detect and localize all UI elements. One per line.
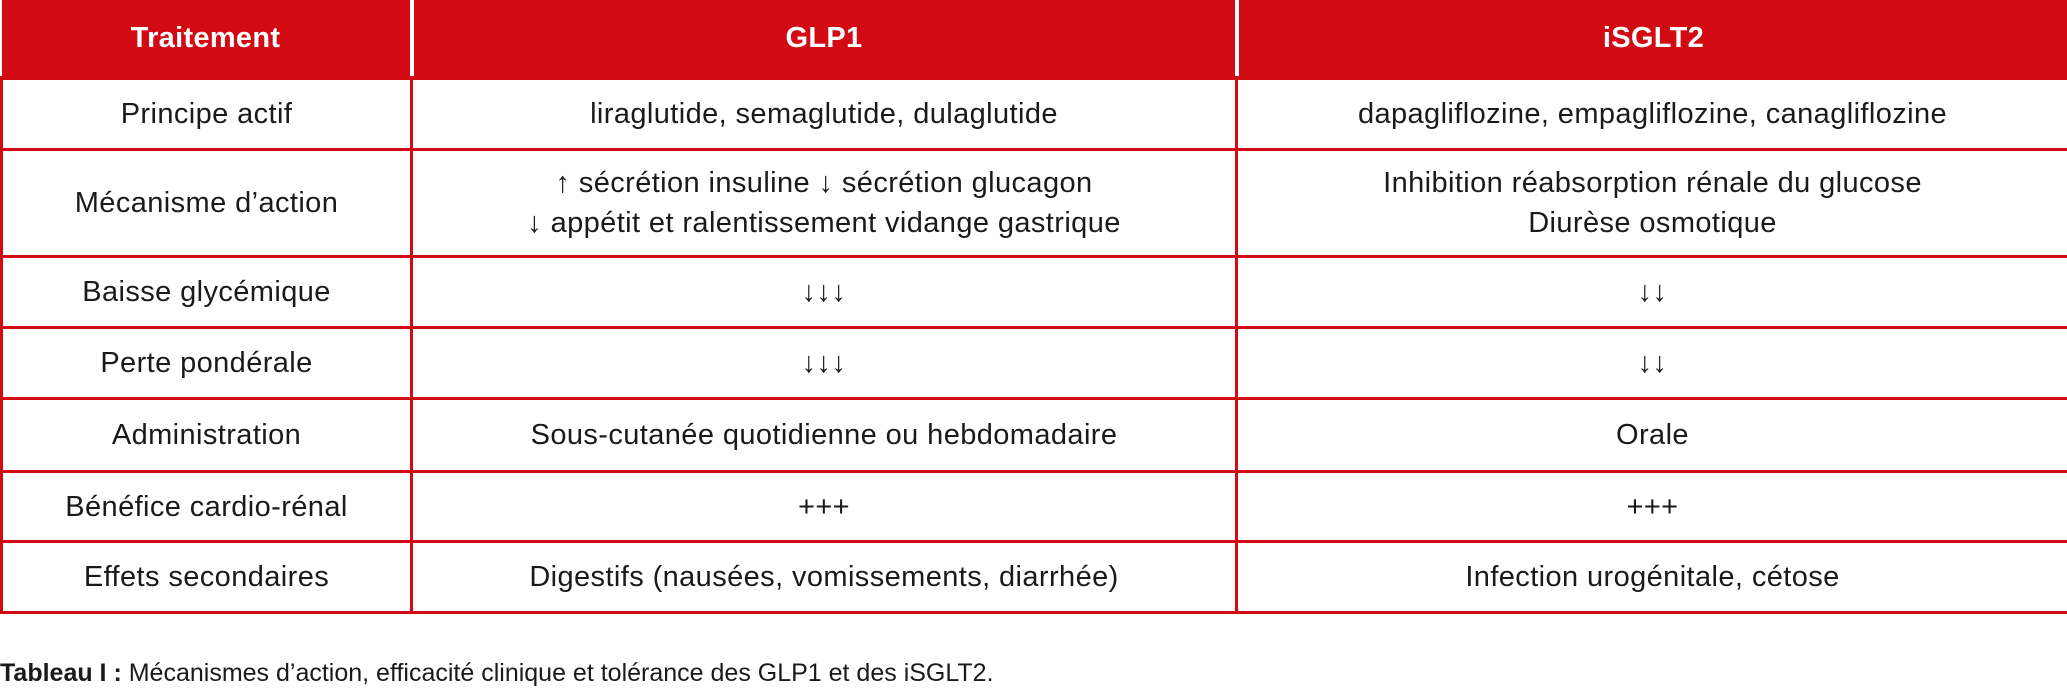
cell-line: +++ [1626,490,1679,523]
glp1-cell [412,150,1237,257]
row-label: Administration [2,399,412,472]
cell-line: liraglutide, semaglutide, dulaglutide [590,98,1058,130]
cell-line: ↓↓↓ [801,276,847,308]
row-label: Bénéfice cardio-rénal [2,472,412,542]
isglt2-cell [1237,78,2067,150]
row-label: Baisse glycémique [2,257,412,328]
row-label: Perte pondérale [2,328,412,399]
isglt2-cell [1237,472,2067,542]
table-row [2,472,2067,542]
header-glp1: GLP1 [412,0,1237,78]
cell-line: ↓↓ [1637,276,1668,308]
table-row [2,399,2067,472]
cell-line: Sous-cutanée quotidienne ou hebdomadaire [530,419,1118,451]
cell-line: +++ [797,490,850,523]
row-label: Mécanisme d’action [2,150,412,257]
cell-line: ↑ sécrétion insuline ↓ sécrétion glucagon [555,167,1093,199]
table-row [2,150,2067,257]
cell-line: Inhibition réabsorption rénale du glucose [1383,167,1922,199]
cell-line: ↓↓↓ [801,347,847,379]
table-row [2,78,2067,150]
table-header-row [2,0,2067,78]
header-isglt2: iSGLT2 [1237,0,2067,78]
isglt2-cell [1237,257,2067,328]
row-label: Principe actif [2,78,412,150]
glp1-cell [412,542,1237,613]
table-caption [0,659,994,688]
cell-line: Orale [1616,419,1689,451]
table-row [2,542,2067,613]
cell-line: Diurèse osmotique [1528,207,1777,239]
cell-line: Infection urogénitale, cétose [1465,561,1840,593]
cell-line: ↓ appétit et ralentissement vidange gastrique [527,207,1121,239]
header-traitement: Traitement [2,0,412,78]
caption-label: Tableau I : [0,659,122,687]
glp1-cell [412,399,1237,472]
glp1-cell [412,328,1237,399]
row-label: Effets secondaires [2,542,412,613]
table-row [2,257,2067,328]
glp1-cell [412,257,1237,328]
isglt2-cell [1237,542,2067,613]
isglt2-cell [1237,328,2067,399]
table-row [2,328,2067,399]
isglt2-cell [1237,150,2067,257]
cell-line: Digestifs (nausées, vomissements, diarrhée) [529,561,1119,593]
cell-line: dapagliflozine, empagliflozine, canagliflozine [1357,98,1948,130]
cell-line: ↓↓ [1637,347,1668,379]
glp1-cell [412,78,1237,150]
glp1-cell [412,472,1237,542]
caption-text: Mécanismes d’action, efficacité clinique et tolérance des GLP1 et des iSGLT2. [121,659,994,687]
isglt2-cell [1237,399,2067,472]
